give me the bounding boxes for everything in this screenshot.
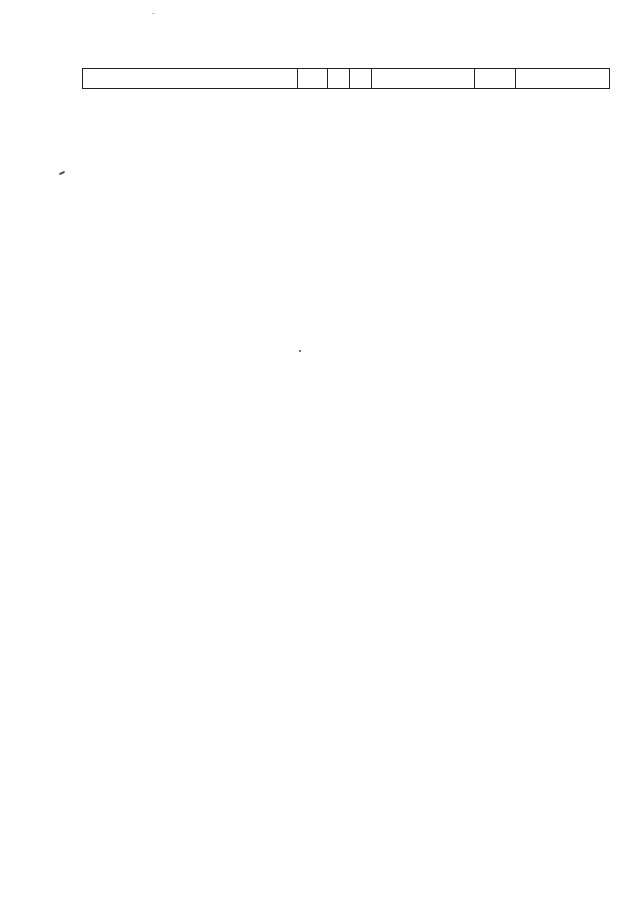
header-cell-4 <box>350 69 372 88</box>
header-cell-1 <box>83 69 298 88</box>
table-header <box>82 68 610 89</box>
header-cell-6 <box>475 69 516 88</box>
header-cell-5 <box>372 69 475 88</box>
scan-speck <box>59 171 65 175</box>
header-cell-7 <box>516 69 610 88</box>
header-cell-2 <box>298 69 328 88</box>
scan-speck <box>152 13 155 14</box>
scan-speck <box>299 350 301 352</box>
header-cell-3 <box>328 69 350 88</box>
